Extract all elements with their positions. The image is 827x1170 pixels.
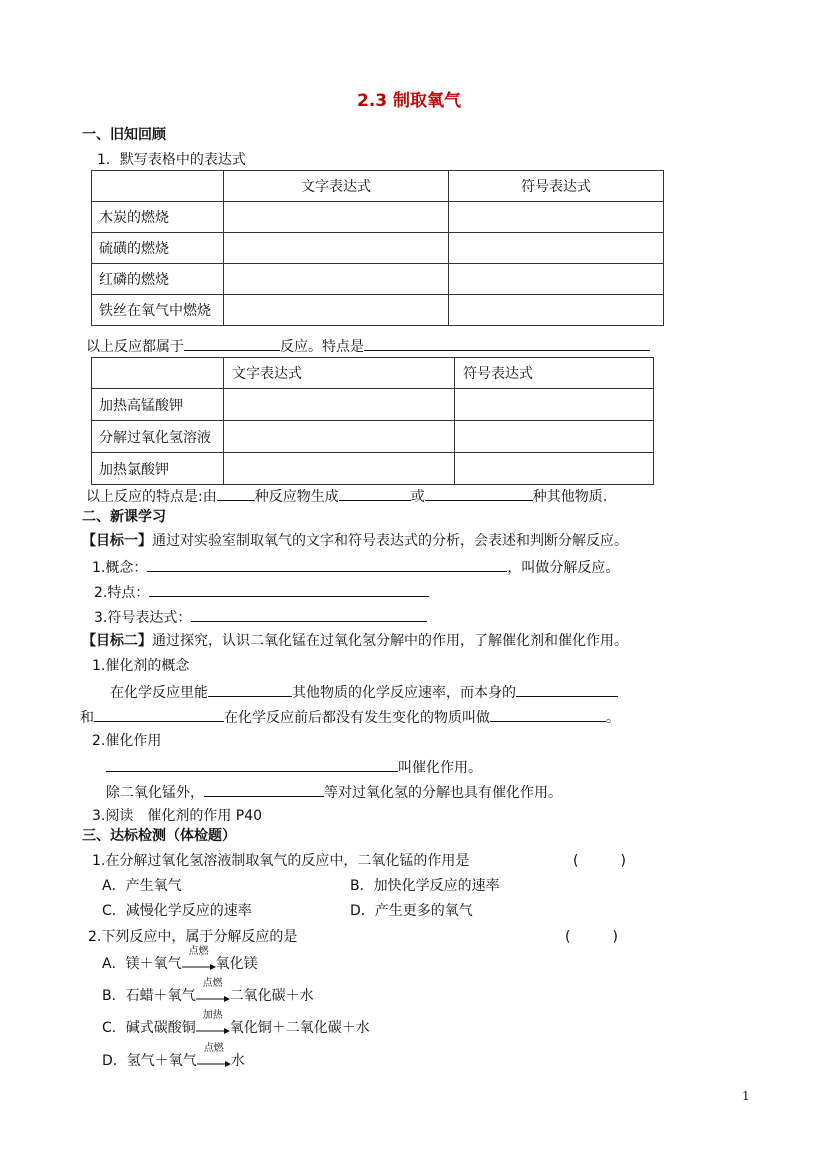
- table1-row-label: 铁丝在氧气中燃烧: [92, 295, 224, 326]
- catalysis-line: [106, 757, 482, 777]
- catalyst-text-b: 其他物质的化学反应速率，而本身的: [292, 685, 516, 701]
- mc-q2-option-b[interactable]: [102, 978, 314, 1005]
- reaction-condition: 加热: [202, 1010, 223, 1021]
- concept-line: [92, 557, 619, 577]
- goal-1-tag: 【目标一】: [82, 533, 152, 549]
- catalyst-blank-1[interactable]: [208, 682, 292, 697]
- table1-row-label: 红磷的燃烧: [92, 264, 224, 295]
- option-a-products: 氧化镁: [215, 956, 258, 972]
- other-catalyst-text-a: 除二氧化锰外，: [106, 785, 204, 801]
- table1-answer-cell[interactable]: [449, 264, 664, 295]
- table2-answer-cell[interactable]: [224, 389, 455, 421]
- feature-blank-2[interactable]: [149, 582, 429, 597]
- table1-header-blank: [92, 171, 224, 202]
- table2-header-word: 文字表达式: [224, 358, 455, 389]
- mc-q2-option-d[interactable]: [102, 1043, 245, 1070]
- other-catalyst-text-b: 等对过氧化氢的分解也具有催化作用。: [324, 785, 562, 801]
- catalyst-blank-3[interactable]: [94, 707, 224, 722]
- option-b-products: 二氧化碳＋水: [229, 988, 314, 1004]
- table1-answer-cell[interactable]: [449, 295, 664, 326]
- catalyst-blank-2[interactable]: [516, 682, 618, 697]
- page-number: 1: [742, 1089, 750, 1103]
- catalyst-text-d: 在化学反应前后都没有发生变化的物质叫做: [224, 710, 490, 726]
- reaction-condition: 点燃: [203, 1043, 224, 1054]
- mc-q1-option-b[interactable]: B．加快化学反应的速率: [350, 878, 500, 894]
- mc-q2-option-c[interactable]: [102, 1010, 370, 1037]
- goal-2-text: 通过探究，认识二氧化锰在过氧化氢分解中的作用，了解催化剂和催化作用。: [152, 633, 628, 649]
- reactant-count-blank[interactable]: [217, 486, 255, 501]
- product-count-blank-2[interactable]: [425, 486, 533, 501]
- goal-1-text: 通过对实验室制取氧气的文字和符号表达式的分析，会表述和判断分解反应。: [152, 533, 628, 549]
- catalyst-concept-line-1: [110, 682, 618, 702]
- arrow-right-icon: [196, 996, 230, 1002]
- symbol-expression-line: [94, 607, 427, 627]
- arrow-right-icon: [182, 964, 216, 970]
- reaction-type-blank[interactable]: [184, 336, 280, 351]
- symbol-expression-blank[interactable]: [191, 607, 427, 622]
- feature-label: 2.特点：: [94, 585, 150, 601]
- other-catalyst-line: [106, 782, 562, 802]
- table1-answer-cell[interactable]: [224, 264, 449, 295]
- section-heading-check: 三、达标检测（体检题）: [82, 828, 236, 844]
- table2-row-label: 加热氯酸钾: [92, 453, 224, 485]
- table1-row-label: 木炭的燃烧: [92, 202, 224, 233]
- reaction-arrow-icon: [182, 946, 216, 973]
- arrow-right-icon: [196, 1028, 230, 1034]
- table1-answer-cell[interactable]: [224, 233, 449, 264]
- arrow-right-icon: [197, 1061, 231, 1067]
- table1-answer-cell[interactable]: [224, 295, 449, 326]
- goal-1: [82, 532, 628, 550]
- table2-answer-cell[interactable]: [224, 453, 455, 485]
- option-b-reactants: B．石蜡＋氧气: [102, 988, 196, 1004]
- feature-text-a: 以上反应的特点是:由: [86, 489, 217, 505]
- section-heading-new-lesson: 二、新课学习: [82, 509, 166, 525]
- table2-answer-cell[interactable]: [455, 453, 654, 485]
- mc-question-1-stem: 1.在分解过氧化氢溶液制取氧气的反应中，二氧化锰的作用是: [92, 853, 470, 869]
- question-1-label: 1．默写表格中的表达式: [97, 152, 246, 168]
- reaction-arrow-icon: [197, 1043, 231, 1070]
- mc-q1-option-c[interactable]: C．减慢化学反应的速率: [102, 903, 252, 919]
- feature-text-b: 种反应物生成: [254, 489, 339, 505]
- table2-header-symbol: 符号表达式: [455, 358, 654, 389]
- table1-answer-cell[interactable]: [449, 233, 664, 264]
- mc-q2-option-a[interactable]: [102, 946, 258, 973]
- catalyst-concept-line-2: [80, 707, 620, 727]
- option-a-reactants: A．镁＋氧气: [102, 956, 182, 972]
- option-c-reactants: C．碱式碳酸铜: [102, 1020, 196, 1036]
- table2-answer-cell[interactable]: [455, 421, 654, 453]
- table2-header-blank: [92, 358, 224, 389]
- concept-blank[interactable]: [147, 557, 507, 572]
- feature-line: [94, 582, 429, 602]
- goal-2: [82, 632, 628, 650]
- table2-answer-cell[interactable]: [455, 389, 654, 421]
- catalysis-suffix: 叫催化作用。: [398, 760, 482, 776]
- catalyst-concept-label: 1.催化剂的概念: [92, 658, 190, 674]
- catalyst-blank-4[interactable]: [490, 707, 606, 722]
- table1-header-word: 文字表达式: [224, 171, 449, 202]
- feature-blank[interactable]: [364, 336, 650, 351]
- option-c-products: 氧化铜＋二氧化碳＋水: [229, 1020, 370, 1036]
- table2-row-label: 分解过氧化氢溶液: [92, 421, 224, 453]
- feature-text-c: 或: [410, 489, 425, 505]
- table2-row-label: 加热高锰酸钾: [92, 389, 224, 421]
- catalyst-text-c: 和: [80, 710, 94, 726]
- mc-q1-option-a[interactable]: A．产生氧气: [102, 878, 182, 894]
- mc-q1-option-d[interactable]: D．产生更多的氧气: [350, 903, 473, 919]
- expression-table-2: [91, 357, 654, 485]
- expression-table-1: [91, 170, 664, 326]
- option-d-reactants: D．氢气＋氧气: [102, 1053, 197, 1069]
- mc-question-2-answer-paren[interactable]: ( ): [565, 929, 618, 945]
- feature-text: 反应。特点是: [280, 339, 364, 355]
- concept-suffix: ，叫做分解反应。: [507, 560, 620, 576]
- feature-text-d: 种其他物质.: [532, 489, 608, 505]
- mc-question-1-answer-paren[interactable]: ( ): [573, 853, 626, 869]
- product-count-blank-1[interactable]: [339, 486, 411, 501]
- reaction-arrow-icon: [196, 1010, 230, 1037]
- catalyst-text-e: 。: [606, 710, 620, 726]
- page-title: 2.3 制取氧气: [357, 91, 462, 111]
- reaction-condition: 点燃: [202, 978, 223, 989]
- catalyst-text-a: 在化学反应里能: [110, 685, 208, 701]
- reaction-arrow-icon: [196, 978, 230, 1005]
- catalysis-label: 2.催化作用: [92, 733, 162, 749]
- table1-answer-cell[interactable]: [449, 202, 664, 233]
- goal-2-tag: 【目标二】: [82, 633, 152, 649]
- table1-header-symbol: 符号表达式: [449, 171, 664, 202]
- reading-note: 3.阅读 催化剂的作用 P40: [92, 808, 263, 824]
- section-heading-review: 一、旧知回顾: [82, 127, 166, 143]
- reaction-type-line: [86, 336, 650, 356]
- table1-row-label: 硫磺的燃烧: [92, 233, 224, 264]
- other-catalyst-blank[interactable]: [204, 782, 324, 797]
- option-d-products: 水: [230, 1053, 245, 1069]
- table2-answer-cell[interactable]: [224, 421, 455, 453]
- reaction-condition: 点燃: [188, 946, 209, 957]
- table1-answer-cell[interactable]: [224, 202, 449, 233]
- mc-question-2-stem: 2.下列反应中，属于分解反应的是: [88, 929, 298, 945]
- reaction-feature-line: [86, 486, 607, 506]
- reaction-type-text: 以上反应都属于: [86, 339, 184, 355]
- concept-label: 1.概念：: [92, 560, 148, 576]
- symbol-expression-label: 3.符号表达式：: [94, 610, 192, 626]
- catalysis-blank[interactable]: [106, 757, 398, 772]
